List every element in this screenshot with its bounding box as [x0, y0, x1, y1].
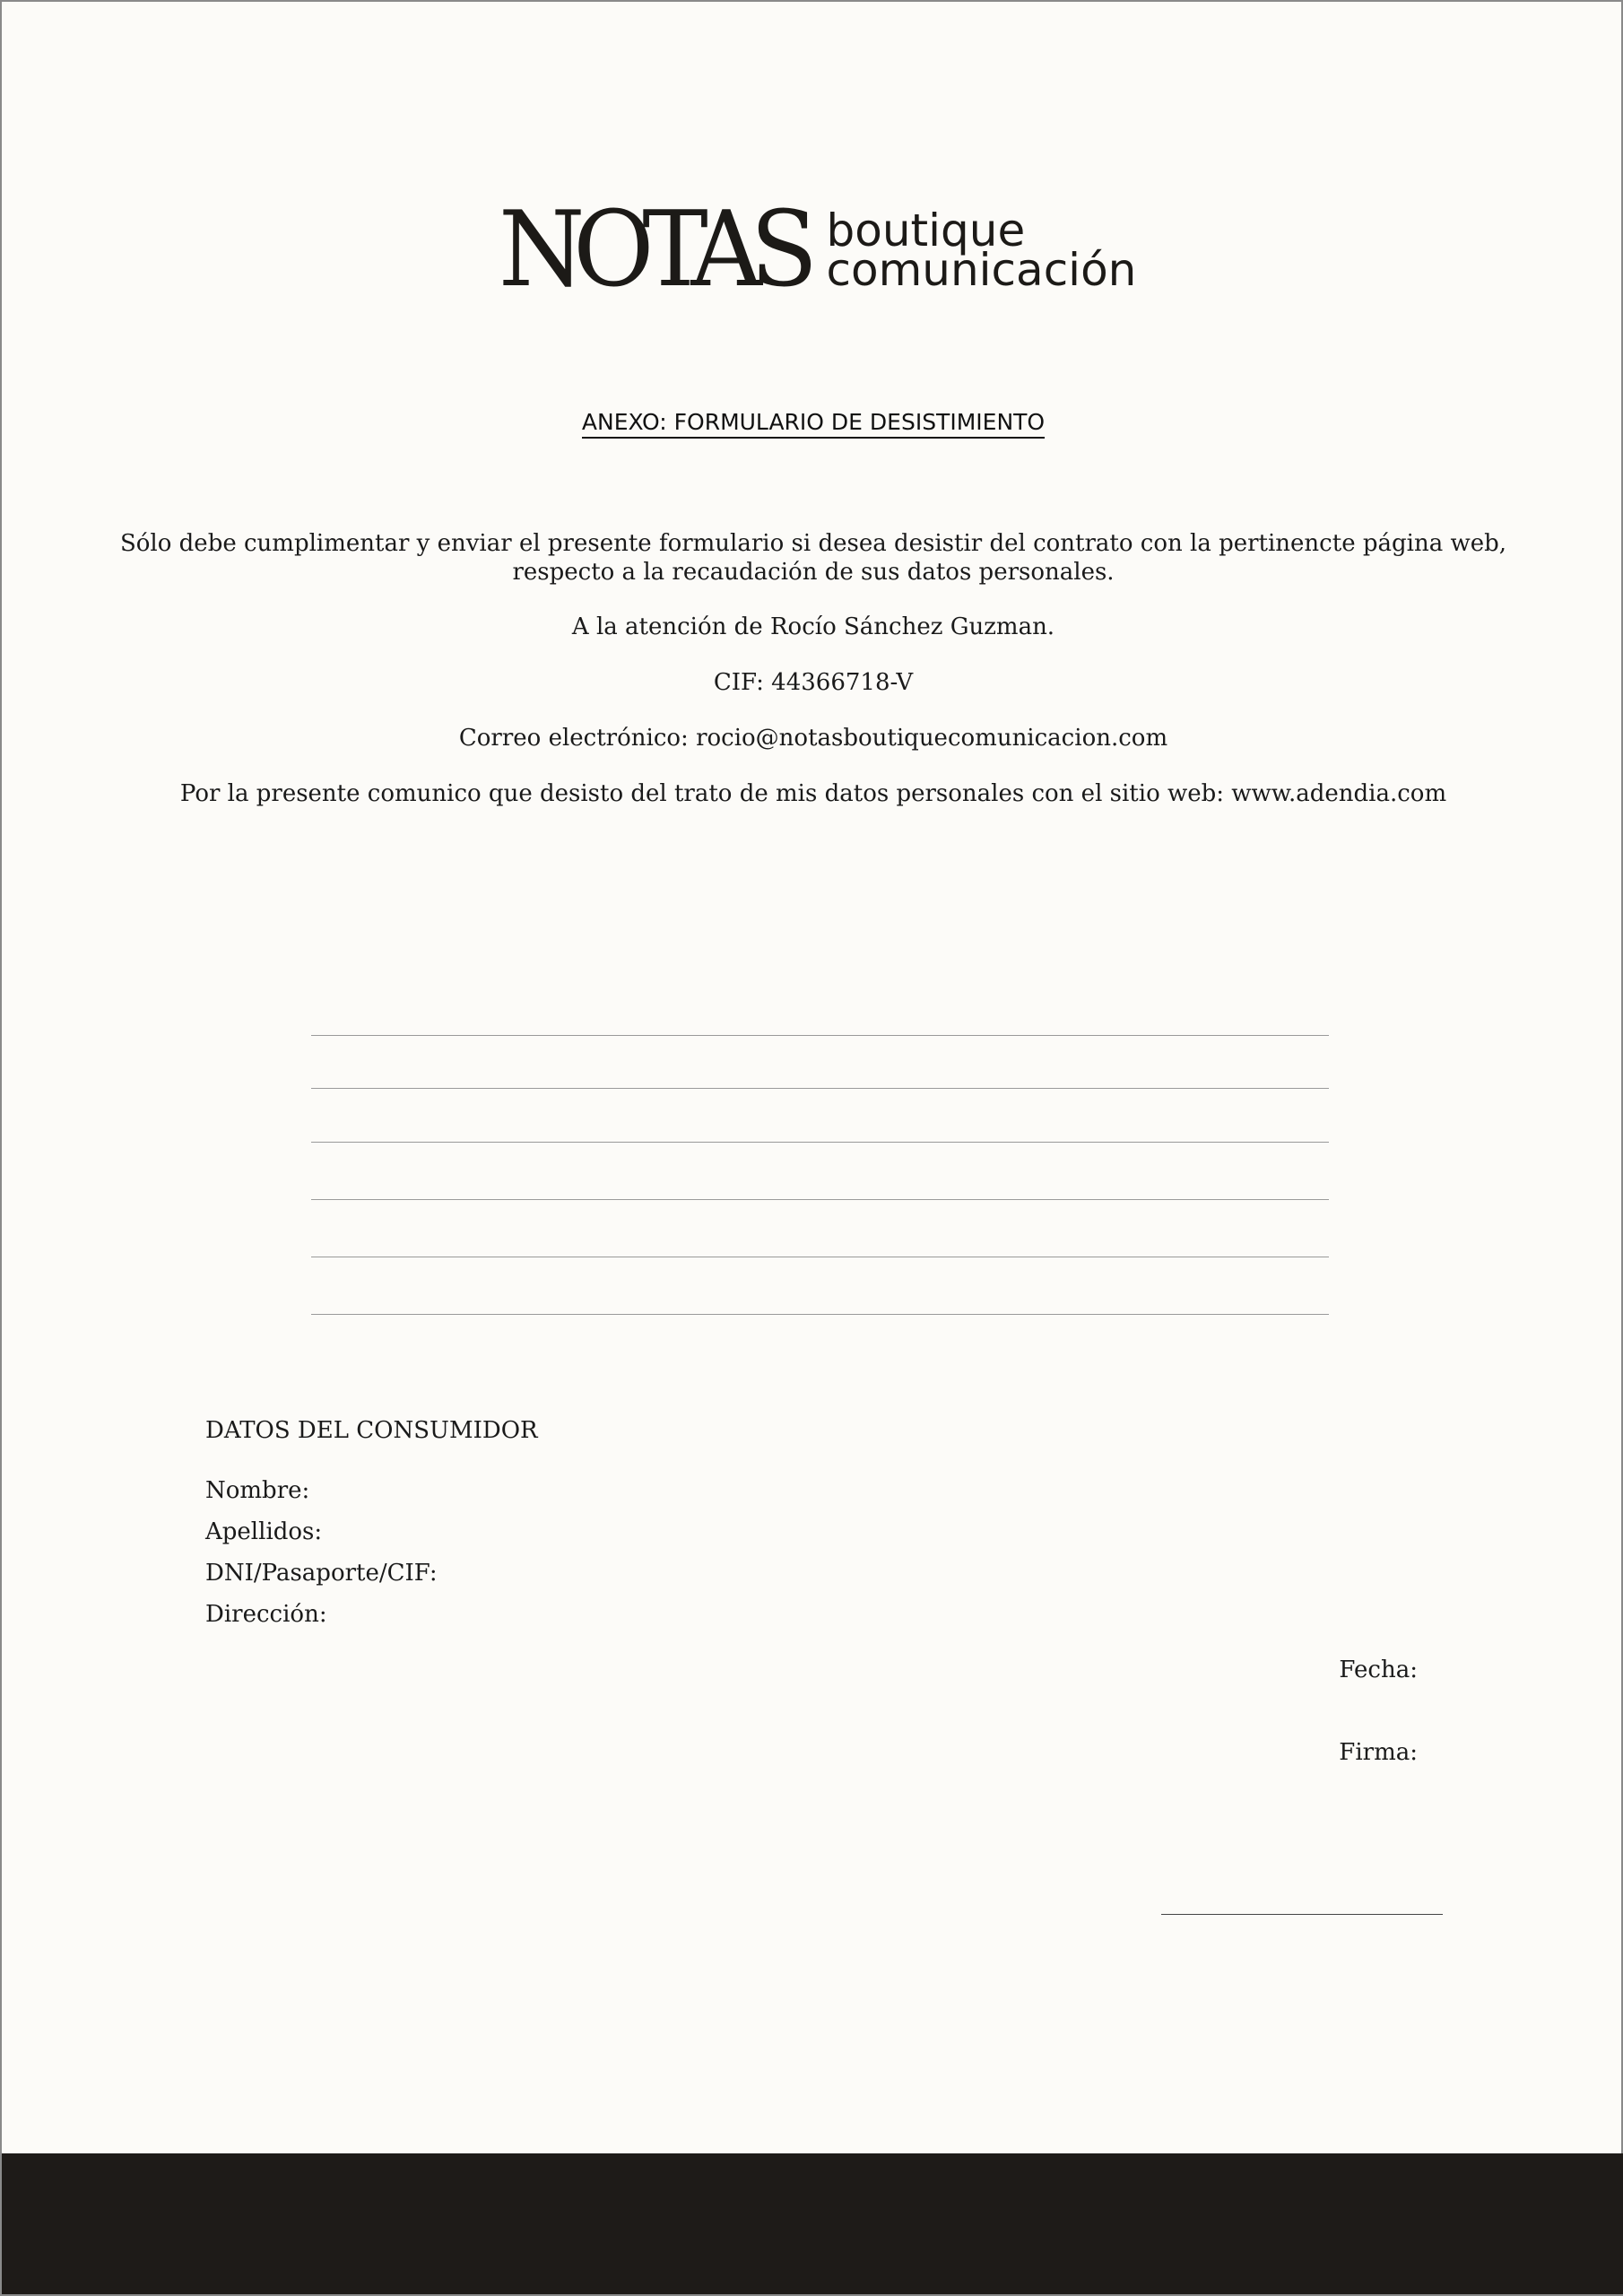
logo-line-2: comunicación: [826, 244, 1137, 296]
logo-mark: NOTAS: [498, 189, 806, 310]
attention-line: A la atención de Rocío Sánchez Guzman.: [571, 613, 1055, 640]
consumer-heading: DATOS DEL CONSUMIDOR: [205, 1417, 538, 1444]
footer-band: [2, 2153, 1623, 2294]
date-label: Fecha:: [1339, 1657, 1418, 1683]
write-line-6[interactable]: [311, 1314, 1329, 1315]
intro-paragraph: [2, 529, 1623, 587]
signature-label: Firma:: [1339, 1739, 1418, 1766]
name-label: Nombre:: [205, 1477, 310, 1504]
write-line-3[interactable]: [311, 1142, 1329, 1143]
logo-line-1: boutique: [826, 204, 1026, 257]
email-line: Correo electrónico: rocio@notasboutiquecomunicacion.com: [458, 725, 1168, 752]
id-label: DNI/Pasaporte/CIF:: [205, 1560, 438, 1587]
write-line-1[interactable]: [311, 1035, 1329, 1036]
document-title-text: ANEXO: FORMULARIO DE DESISTIMIENTO: [582, 409, 1045, 439]
cif-line: CIF: 44366718-V: [713, 669, 914, 696]
intro-line-1: Sólo debe cumplimentar y enviar el presente formulario si desea desistir del contrato con la pertinencte página web,: [119, 530, 1507, 557]
write-line-2[interactable]: [311, 1088, 1329, 1089]
write-line-4[interactable]: [311, 1199, 1329, 1200]
document-title: [2, 409, 1623, 435]
surname-label: Apellidos:: [205, 1518, 323, 1545]
brand-logo: [2, 189, 1623, 310]
signature-line[interactable]: [1161, 1914, 1443, 1915]
address-label: Dirección:: [205, 1601, 327, 1628]
intro-line-2: respecto a la recaudación de sus datos personales.: [512, 559, 1115, 586]
statement-line: Por la presente comunico que desisto del trato de mis datos personales con el sitio web: www.adendia.com: [179, 780, 1447, 807]
logo-wordmark: [826, 204, 1137, 296]
